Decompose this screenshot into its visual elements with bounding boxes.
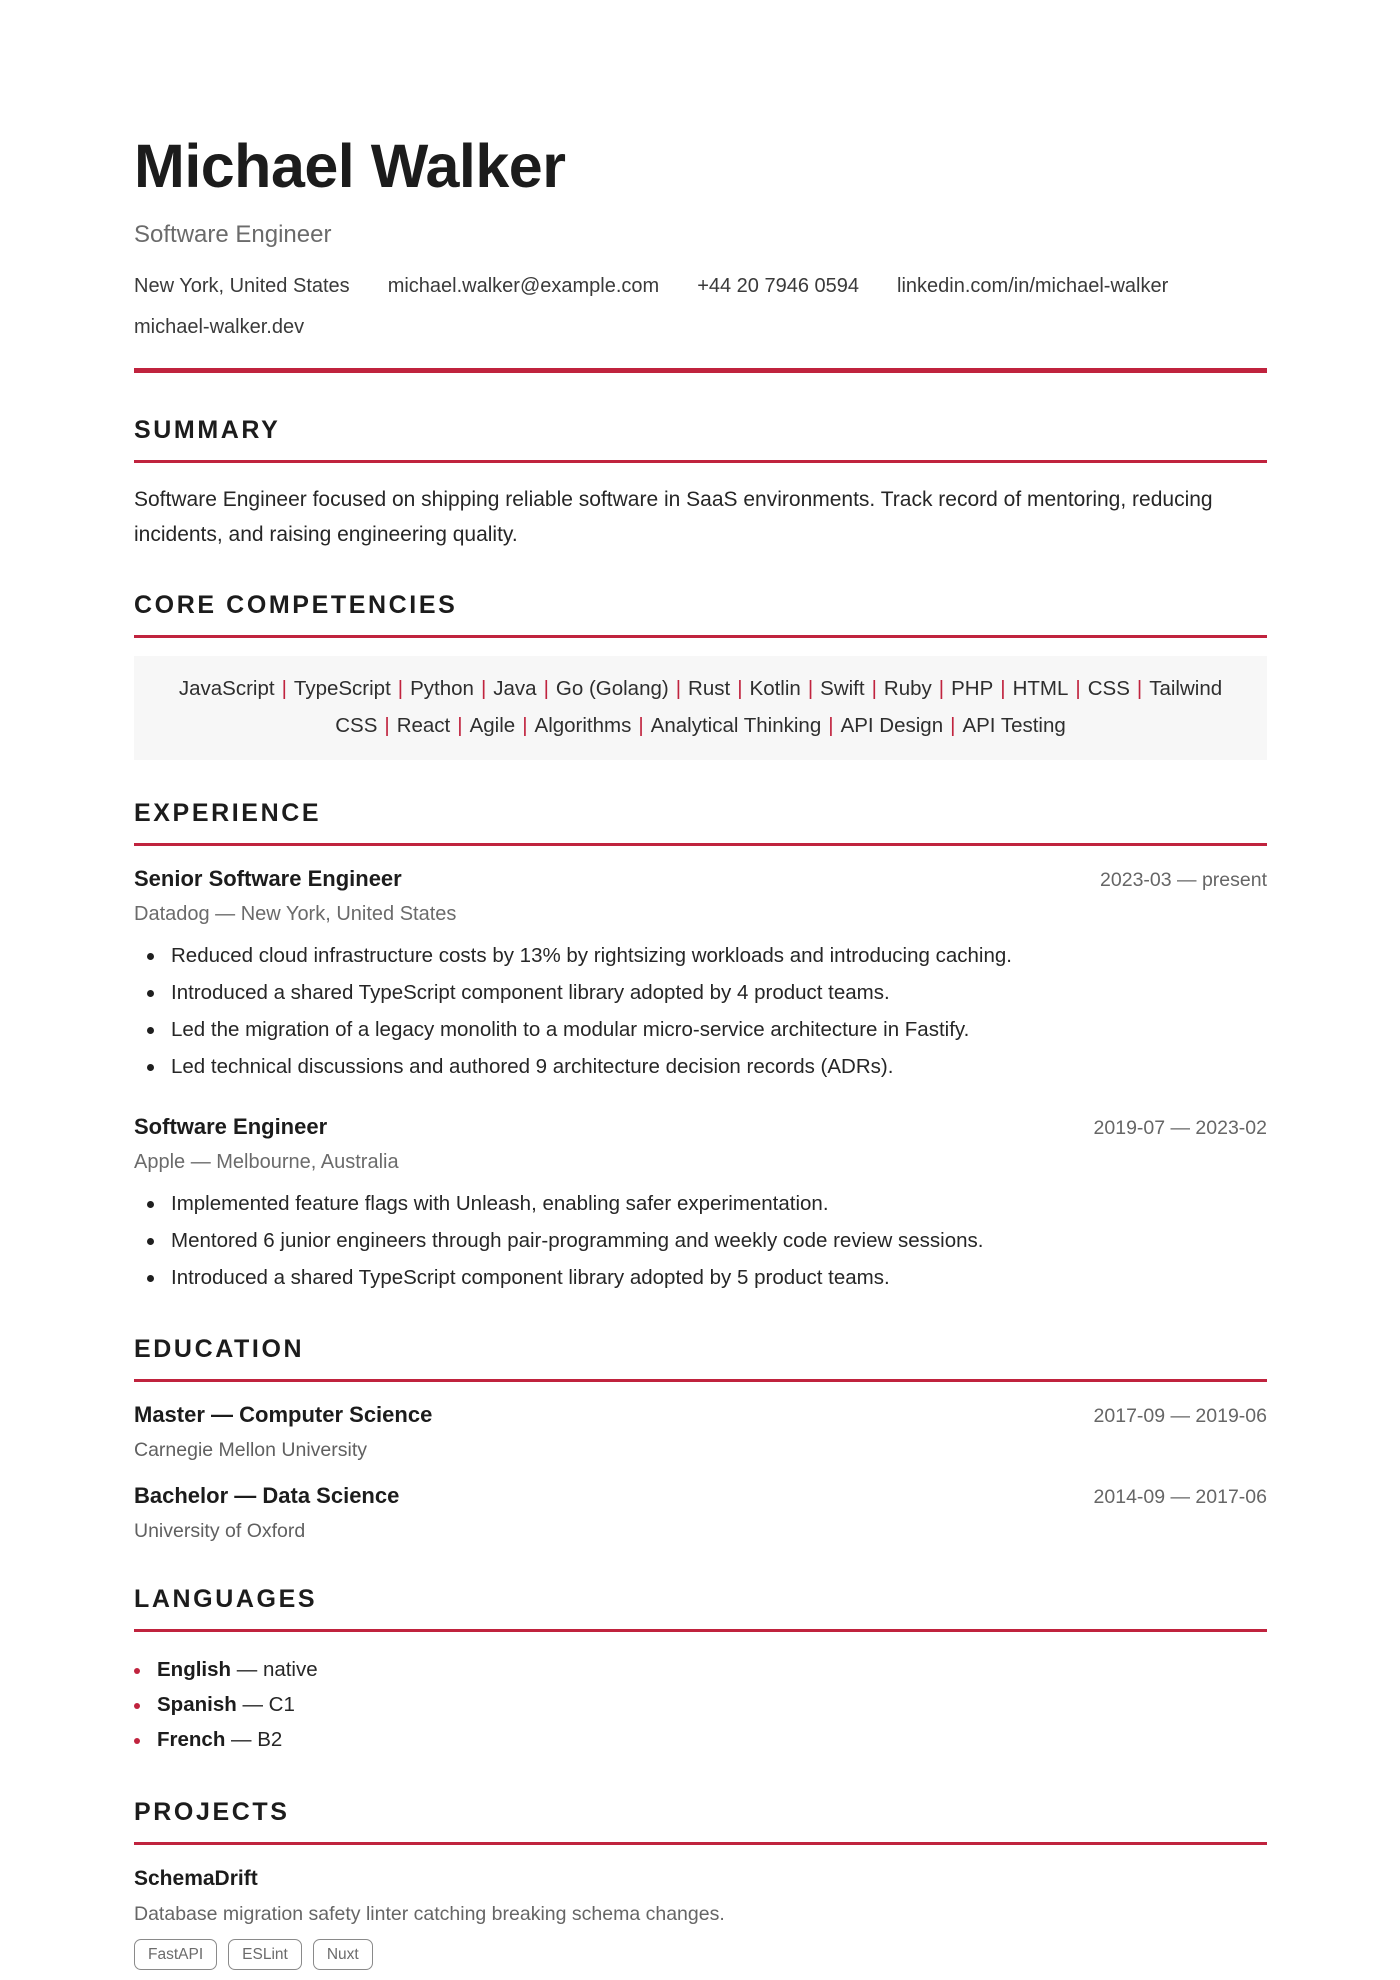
experience-item: [134, 1112, 1267, 1296]
school: Carnegie Mellon University: [134, 1439, 368, 1461]
competency-item: PHP: [951, 677, 994, 700]
competency-separator: |: [938, 677, 945, 700]
contact-phone[interactable]: +44 20 7946 0594: [697, 275, 860, 297]
section-divider: [134, 460, 1267, 463]
summary-text: Software Engineer focused on shipping reliable software in SaaS environments. Track record of mentoring, reducing incidents, and raising engineering quality.: [134, 488, 1213, 546]
competency-item: Python: [410, 677, 474, 700]
competency-item: Tailwind CSS: [335, 677, 1223, 737]
section-divider: [134, 1629, 1267, 1632]
project-tags: [134, 1939, 1267, 1970]
job-company: Datadog — New York, United States: [134, 903, 457, 925]
competency-separator: |: [638, 714, 644, 737]
competency-item: Algorithms: [534, 714, 632, 737]
job-bullets: [134, 1185, 1267, 1296]
competency-item: HTML: [1012, 677, 1069, 700]
competency-separator: |: [807, 677, 814, 700]
project-description: Database migration safety linter catching breaking schema changes.: [134, 1903, 725, 1925]
education-section: [134, 1334, 1267, 1544]
competency-separator: |: [675, 677, 682, 700]
job-bullet: Mentored 6 junior engineers through pair-programming and weekly code review sessions.: [171, 1222, 1267, 1259]
competency-item: TypeScript: [293, 677, 391, 700]
section-title-languages: LANGUAGES: [134, 1585, 318, 1613]
language-name: English: [157, 1658, 232, 1681]
job-bullet: Implemented feature flags with Unleash, enabling safer experimentation.: [171, 1185, 1267, 1222]
competency-separator: |: [1075, 677, 1081, 700]
project-name: SchemaDrift: [134, 1867, 258, 1890]
candidate-title: Software Engineer: [134, 221, 332, 248]
competency-separator: |: [1000, 677, 1006, 700]
competency-separator: |: [457, 714, 463, 737]
education-item: [134, 1481, 1267, 1544]
section-title-summary: SUMMARY: [134, 416, 281, 444]
degree: Bachelor — Data Science: [134, 1483, 400, 1508]
competency-item: Kotlin: [749, 677, 801, 700]
project-item: [134, 1865, 1267, 1970]
projects-section: [134, 1797, 1267, 1970]
job-bullet: Introduced a shared TypeScript component library adopted by 5 product teams.: [171, 1259, 1267, 1296]
competencies-section: [134, 590, 1267, 760]
competency-item: API Testing: [962, 714, 1066, 737]
section-title-experience: EXPERIENCE: [134, 799, 322, 827]
contact-linkedin[interactable]: linkedin.com/in/michael-walker: [897, 275, 1169, 297]
competency-separator: |: [1136, 677, 1143, 700]
job-bullet: Led the migration of a legacy monolith to a modular micro-service architecture in Fastify.: [171, 1011, 1267, 1048]
section-divider: [134, 1379, 1267, 1382]
competency-separator: |: [397, 677, 404, 700]
competency-item: React: [396, 714, 451, 737]
job-bullet: Introduced a shared TypeScript component library adopted by 4 product teams.: [171, 974, 1267, 1011]
summary-section: [134, 415, 1267, 552]
competency-separator: |: [480, 677, 487, 700]
competency-separator: |: [522, 714, 528, 737]
competency-item: Agile: [469, 714, 516, 737]
header-divider: [134, 368, 1267, 373]
education-dates: 2014-09 — 2017-06: [1093, 1486, 1267, 1508]
competency-separator: |: [384, 714, 390, 737]
language-item: [157, 1722, 1267, 1757]
section-title-projects: PROJECTS: [134, 1798, 290, 1826]
competency-separator: |: [543, 677, 549, 700]
resume-header: [134, 130, 1267, 373]
competency-separator: |: [828, 714, 834, 737]
section-divider: [134, 1842, 1267, 1845]
school: University of Oxford: [134, 1520, 306, 1542]
section-title-education: EDUCATION: [134, 1335, 305, 1363]
competency-item: CSS: [1087, 677, 1130, 700]
experience-item: [134, 864, 1267, 1085]
education-dates: 2017-09 — 2019-06: [1093, 1405, 1267, 1427]
section-divider: [134, 843, 1267, 846]
competency-item: Rust: [688, 677, 731, 700]
project-tag: ESLint: [228, 1939, 302, 1970]
job-title: Senior Software Engineer: [134, 866, 402, 891]
job-dates: 2023-03 — present: [1100, 869, 1267, 891]
job-bullet: Led technical discussions and authored 9 architecture decision records (ADRs).: [171, 1048, 1267, 1085]
competency-item: Swift: [820, 677, 865, 700]
contact-list: [134, 272, 1234, 342]
job-bullet: Reduced cloud infrastructure costs by 13% by rightsizing workloads and introducing caching.: [171, 937, 1267, 974]
contact-location: New York, United States: [134, 275, 350, 297]
project-tag: Nuxt: [313, 1939, 373, 1970]
job-company: Apple — Melbourne, Australia: [134, 1151, 399, 1173]
degree: Master — Computer Science: [134, 1402, 433, 1427]
experience-section: [134, 798, 1267, 1296]
language-item: [157, 1687, 1267, 1722]
contact-email[interactable]: michael.walker@example.com: [387, 275, 660, 297]
language-level: — C1: [236, 1693, 295, 1716]
language-level: — B2: [225, 1728, 283, 1751]
section-title-competencies: CORE COMPETENCIES: [134, 591, 458, 619]
job-bullets: [134, 937, 1267, 1085]
language-list: [134, 1652, 1267, 1757]
language-item: [157, 1652, 1267, 1687]
competency-list: [134, 656, 1267, 760]
language-name: Spanish: [157, 1693, 237, 1716]
competency-item: API Design: [840, 714, 944, 737]
competency-item: Ruby: [883, 677, 932, 700]
competency-item: Go (Golang): [555, 677, 669, 700]
competency-separator: |: [950, 714, 956, 737]
job-dates: 2019-07 — 2023-02: [1093, 1117, 1267, 1139]
section-divider: [134, 635, 1267, 638]
language-name: French: [157, 1728, 226, 1751]
competency-separator: |: [281, 677, 287, 700]
competency-item: Java: [493, 677, 537, 700]
language-level: — native: [231, 1658, 318, 1681]
competency-item: Analytical Thinking: [650, 714, 822, 737]
competency-item: JavaScript: [178, 677, 275, 700]
project-tag: FastAPI: [134, 1939, 217, 1970]
competency-separator: |: [871, 677, 877, 700]
contact-website[interactable]: michael-walker.dev: [134, 316, 305, 338]
languages-section: [134, 1584, 1267, 1757]
job-title: Software Engineer: [134, 1114, 328, 1139]
candidate-name: Michael Walker: [134, 132, 566, 200]
competency-separator: |: [737, 677, 743, 700]
education-item: [134, 1400, 1267, 1463]
